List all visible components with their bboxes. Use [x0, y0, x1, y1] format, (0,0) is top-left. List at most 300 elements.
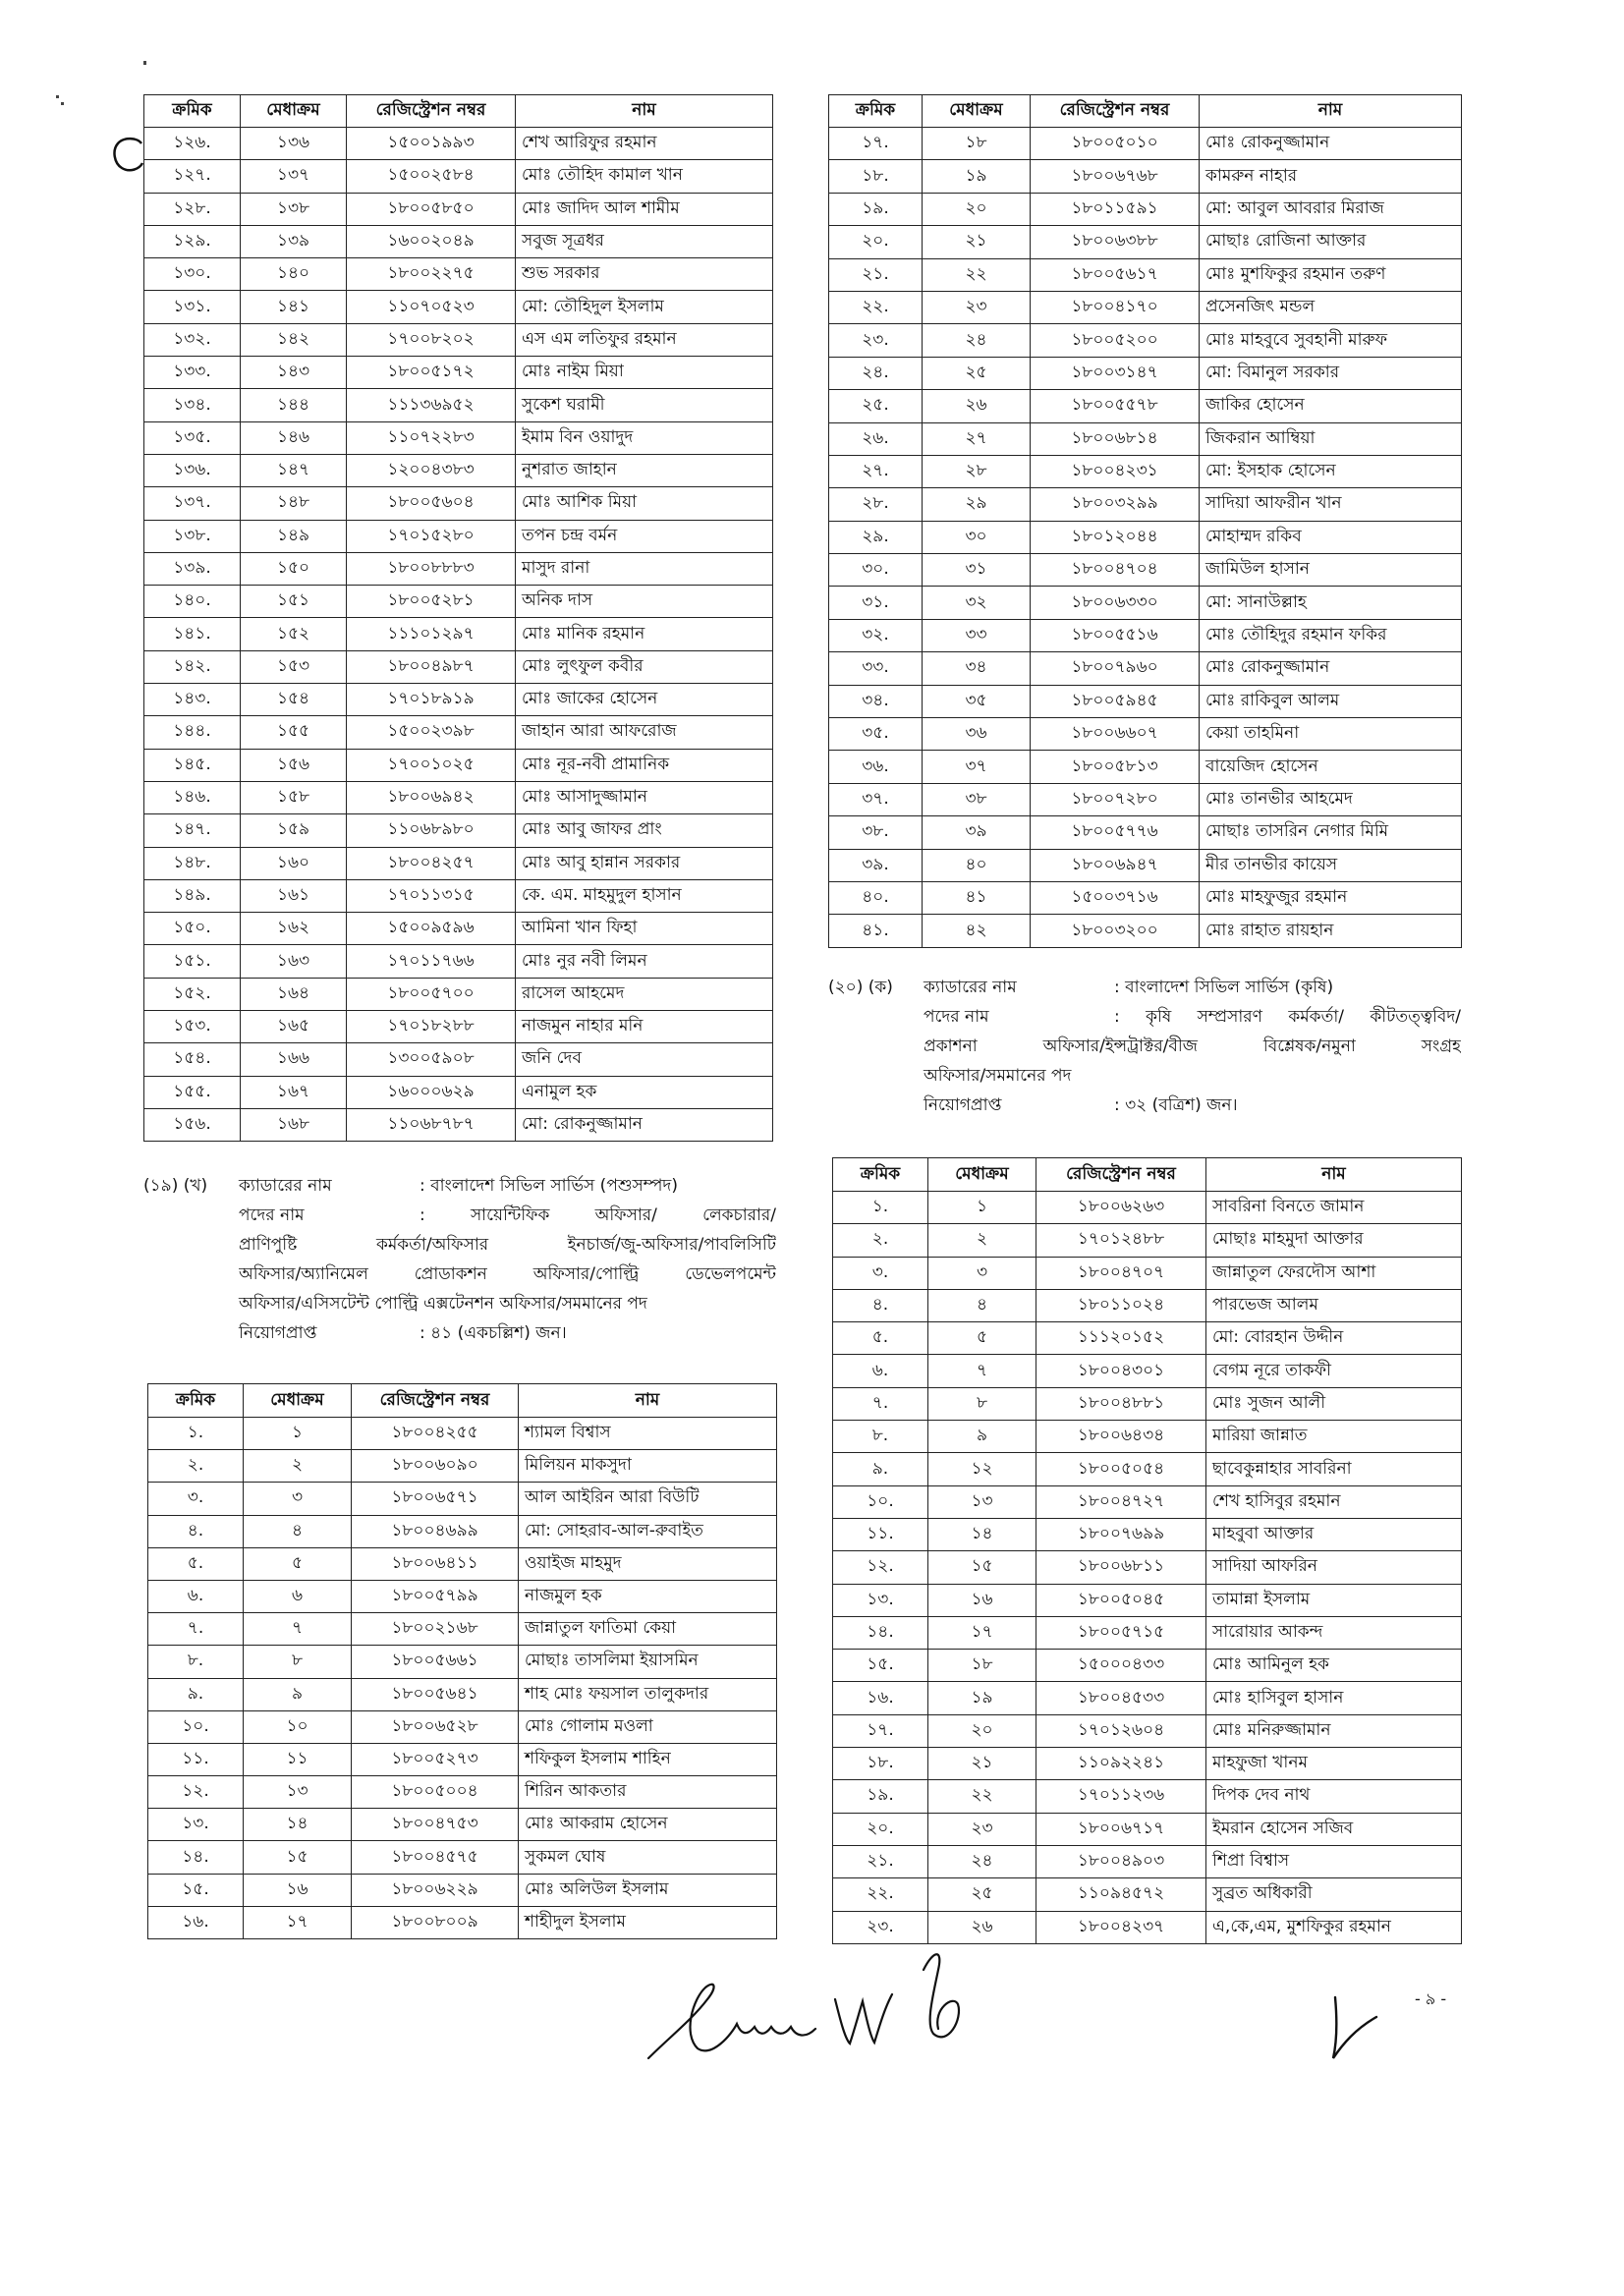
registration-cell: ১৮০০৫২৮১ — [347, 586, 516, 618]
registration-cell: ১৮০০৫৫১৬ — [1031, 619, 1200, 651]
serial-cell: ১১. — [833, 1518, 928, 1550]
name-cell: ইমাম বিন ওয়াদুদ — [516, 421, 773, 454]
section-label: (১৯) (খ) — [143, 1176, 208, 1196]
table-row — [829, 226, 1462, 258]
registration-cell: ১৮০০৬৯৪৭ — [1031, 849, 1200, 881]
name-cell: আল আইরিন আরা বিউটি — [519, 1483, 777, 1515]
registration-cell: ১৮০০৪৫৩৩ — [1036, 1682, 1206, 1714]
name-cell: শফিকুল ইসলাম শাহিন — [519, 1743, 777, 1775]
registration-cell: ১৮০০৬২২৯ — [352, 1874, 519, 1906]
name-cell: কামরুন নাহার — [1200, 160, 1462, 193]
name-cell: মারিয়া জান্নাত — [1206, 1421, 1462, 1453]
serial-cell: ৭. — [833, 1387, 928, 1420]
name-cell: জান্নাতুল ফাতিমা কেয়া — [519, 1613, 777, 1646]
merit-cell: ২ — [244, 1450, 352, 1483]
registration-cell: ১৫০০০৪৩৩ — [1036, 1650, 1206, 1682]
header-registration: রেজিস্ট্রেশন নম্বর — [1031, 95, 1200, 128]
serial-cell: ১৫০. — [144, 913, 241, 945]
header-name: নাম — [519, 1384, 777, 1418]
serial-cell: ২. — [148, 1450, 244, 1483]
merit-cell: ১৫১ — [241, 586, 347, 618]
merit-cell: ১৬৮ — [241, 1108, 347, 1141]
registration-cell: ১৮০০৪৭০৭ — [1036, 1257, 1206, 1289]
table-row — [144, 650, 773, 683]
table-row — [148, 1809, 777, 1841]
registration-cell: ১৫০০২৫৮৪ — [347, 160, 516, 193]
name-cell: ইমরান হোসেন সজিব — [1206, 1813, 1462, 1845]
merit-cell: ৯ — [244, 1678, 352, 1710]
serial-cell: ১৮. — [833, 1748, 928, 1780]
registration-cell: ১৫০০৩৭১৬ — [1031, 881, 1200, 914]
registration-cell: ১৮০০৫২০০ — [1031, 324, 1200, 357]
registration-cell: ১৮০০৩১৪৭ — [1031, 357, 1200, 389]
registration-cell: ১৮০০৬৭১৭ — [1036, 1813, 1206, 1845]
registration-cell: ১১১৩৬৯৫২ — [347, 389, 516, 421]
table-row — [144, 357, 773, 389]
cadre-value: : বাংলাদেশ সিভিল সার্ভিস (পশুসম্পদ) — [420, 1176, 678, 1196]
registration-cell: ১৮০০৩২৯৯ — [1031, 488, 1200, 521]
merit-cell: ২০ — [923, 193, 1031, 225]
post-value-line: অফিসার/এসিসটেন্ট পোল্ট্রি এক্সটেনশন অফিসার/সমমানের পদ — [239, 1294, 647, 1314]
merit-cell: ১০ — [244, 1710, 352, 1743]
table-row — [148, 1418, 777, 1450]
merit-cell: ১৪৪ — [241, 389, 347, 421]
serial-cell: ১২. — [833, 1551, 928, 1584]
merit-cell: ১৪৬ — [241, 421, 347, 454]
name-cell: মাহবুবা আক্তার — [1206, 1518, 1462, 1550]
name-cell: প্রসেনজিৎ মন্ডল — [1200, 291, 1462, 323]
table-row — [148, 1483, 777, 1515]
serial-cell: ৮. — [148, 1646, 244, 1678]
merit-cell: ১৬৬ — [241, 1043, 347, 1076]
registration-cell: ১৮০১১০২৪ — [1036, 1289, 1206, 1321]
merit-cell: ৩ — [244, 1483, 352, 1515]
signature — [639, 1940, 1012, 2088]
merit-cell: ২৫ — [928, 1878, 1036, 1911]
table-row — [829, 390, 1462, 422]
registration-cell: ১৮০০৬৫৭১ — [352, 1483, 519, 1515]
table-row — [829, 291, 1462, 323]
serial-cell: ২৩. — [829, 324, 923, 357]
serial-cell: ১৩৬. — [144, 454, 241, 486]
serial-cell: ১৩. — [833, 1584, 928, 1616]
name-cell: মো: বোরহান উদ্দীন — [1206, 1322, 1462, 1355]
serial-cell: ৩০. — [829, 554, 923, 587]
table-row — [148, 1776, 777, 1809]
name-cell: সুব্রত অধিকারী — [1206, 1878, 1462, 1911]
merit-cell: ১৯ — [928, 1682, 1036, 1714]
table-row — [148, 1646, 777, 1678]
merit-cell: ১৬৫ — [241, 1011, 347, 1043]
serial-cell: ১৯. — [829, 193, 923, 225]
table-row — [148, 1580, 777, 1612]
merit-cell: ১৪৮ — [241, 487, 347, 520]
merit-cell: ২৩ — [923, 291, 1031, 323]
table-row — [144, 814, 773, 847]
table-row — [144, 421, 773, 454]
serial-cell: ২১. — [833, 1845, 928, 1877]
serial-cell: ৬. — [148, 1580, 244, 1612]
table-row — [829, 915, 1462, 947]
registration-cell: ১১০৯৪৫৭২ — [1036, 1878, 1206, 1911]
table-row — [148, 1874, 777, 1906]
name-cell: কেয়া তাহমিনা — [1200, 718, 1462, 751]
merit-cell: ১৪৩ — [241, 357, 347, 389]
registration-cell: ১৮০০৪৩০১ — [1036, 1355, 1206, 1387]
registration-cell: ১৮০০৪২৩৭ — [1036, 1911, 1206, 1943]
table-row — [829, 193, 1462, 225]
registration-cell: ১১০৭০৫২৩ — [347, 291, 516, 323]
registration-cell: ১৮০০৬৪৩৪ — [1036, 1421, 1206, 1453]
recommended-value: : ৪১ (একচল্লিশ) জন। — [420, 1323, 567, 1343]
serial-cell: ১৩৪. — [144, 389, 241, 421]
registration-cell: ১৮০০৫০১০ — [1031, 128, 1200, 160]
serial-cell: ৩৮. — [829, 816, 923, 849]
merit-table-top-left — [143, 94, 773, 1142]
registration-cell: ১৮০০৫০০৪ — [352, 1776, 519, 1809]
table-row — [833, 1911, 1462, 1943]
serial-cell: ৩. — [833, 1257, 928, 1289]
name-cell: মোছাঃ তাসলিমা ইয়াসমিন — [519, 1646, 777, 1678]
serial-cell: ১. — [833, 1192, 928, 1224]
table-row — [829, 324, 1462, 357]
serial-cell: ১. — [148, 1418, 244, 1450]
name-cell: শ্যামল বিশ্বাস — [519, 1418, 777, 1450]
registration-cell: ১৮০১২০৪৪ — [1031, 521, 1200, 553]
serial-cell: ১২. — [148, 1776, 244, 1809]
name-cell: মোঃ জাকের হোসেন — [516, 684, 773, 716]
registration-cell: ১৮০০৮০০৯ — [352, 1906, 519, 1938]
serial-cell: ৯. — [833, 1453, 928, 1485]
table-row — [148, 1547, 777, 1580]
registration-cell: ১৭০০৮২০২ — [347, 323, 516, 356]
serial-cell: ১৫১. — [144, 945, 241, 978]
registration-cell: ১৮০০৬৩৩০ — [1031, 587, 1200, 619]
registration-cell: ১৮০০৪৭৫৩ — [352, 1809, 519, 1841]
table-row — [833, 1322, 1462, 1355]
post-value-line: প্রাণিপুষ্টি কর্মকর্তা/অফিসার ইনচার্জ/জু-অফিসার/পাবলিসিটি — [239, 1235, 776, 1255]
name-cell: মোঃ রোকনুজ্জামান — [1200, 652, 1462, 685]
table-row — [144, 716, 773, 749]
merit-cell: ১৬২ — [241, 913, 347, 945]
merit-cell: ১৭ — [244, 1906, 352, 1938]
registration-cell: ১৮০০৫৬৬১ — [352, 1646, 519, 1678]
merit-cell: ১৫০ — [241, 552, 347, 585]
table-row — [829, 751, 1462, 783]
table-row — [144, 389, 773, 421]
registration-cell: ১৮০০৩২০০ — [1031, 915, 1200, 947]
serial-cell: ১৫. — [833, 1650, 928, 1682]
merit-cell: ১৫৩ — [241, 650, 347, 683]
serial-cell: ১১. — [148, 1743, 244, 1775]
registration-cell: ১৮০০৫০৪৫ — [1036, 1584, 1206, 1616]
serial-cell: ১৪৩. — [144, 684, 241, 716]
table-row — [833, 1224, 1462, 1257]
registration-cell: ১৮০০৫৯৪৫ — [1031, 685, 1200, 717]
registration-cell: ১১০৬৮৭৮৭ — [347, 1108, 516, 1141]
serial-cell: ১৭. — [833, 1714, 928, 1747]
merit-cell: ৪ — [244, 1515, 352, 1547]
serial-cell: ১৬. — [148, 1906, 244, 1938]
header-serial: ক্রমিক — [144, 95, 241, 128]
serial-cell: ১৩০. — [144, 258, 241, 291]
merit-cell: ৪২ — [923, 915, 1031, 947]
name-cell: আমিনা খান ফিহা — [516, 913, 773, 945]
merit-cell: ৫ — [244, 1547, 352, 1580]
serial-cell: ১৫. — [148, 1874, 244, 1906]
table-row — [833, 1289, 1462, 1321]
serial-cell: ৮. — [833, 1421, 928, 1453]
name-cell: মোঃ আসাদুজ্জামান — [516, 781, 773, 813]
merit-cell: ৩১ — [923, 554, 1031, 587]
merit-cell: ২৪ — [923, 324, 1031, 357]
table-row — [148, 1678, 777, 1710]
scan-mark — [56, 95, 59, 98]
registration-cell: ১৭০১৫২৮০ — [347, 520, 516, 552]
registration-cell: ১১১০১২৯৭ — [347, 618, 516, 650]
name-cell: মো: সোহরাব-আল-রুবাইত — [519, 1515, 777, 1547]
merit-cell: ৯ — [928, 1421, 1036, 1453]
header-serial: ক্রমিক — [148, 1384, 244, 1418]
serial-cell: ১৩৩. — [144, 357, 241, 389]
name-cell: জাহান আরা আফরোজ — [516, 716, 773, 749]
post-value-line: অফিসার/অ্যানিমেল প্রোডাকশন অফিসার/পোল্ট্রি ডেভেলপমেন্ট — [239, 1264, 776, 1284]
post-label: পদের নাম — [239, 1205, 305, 1225]
serial-cell: ১০. — [833, 1485, 928, 1518]
name-cell: মোঃ রোকনুজ্জামান — [1200, 128, 1462, 160]
section-label: (২০) (ক) — [828, 978, 893, 997]
merit-cell: ১৮ — [928, 1650, 1036, 1682]
merit-cell: ১৬ — [928, 1584, 1036, 1616]
table-row — [144, 258, 773, 291]
name-cell: শেখ হাসিবুর রহমান — [1206, 1485, 1462, 1518]
serial-cell: ১৪৭. — [144, 814, 241, 847]
serial-cell: ১৫৫. — [144, 1076, 241, 1108]
registration-cell: ১৮০০৫৭১৫ — [1036, 1616, 1206, 1649]
registration-cell: ১৫০০১৯৯৩ — [347, 128, 516, 160]
header-serial: ক্রমিক — [829, 95, 923, 128]
merit-cell: ৫ — [928, 1322, 1036, 1355]
registration-cell: ১৮০০৫৭৯৯ — [352, 1580, 519, 1612]
table-row — [833, 1355, 1462, 1387]
table-row — [144, 1011, 773, 1043]
table-row — [833, 1518, 1462, 1550]
merit-cell: ১৩৮ — [241, 193, 347, 225]
header-merit: মেধাক্রম — [928, 1158, 1036, 1192]
merit-cell: ১৬০ — [241, 847, 347, 879]
header-registration: রেজিস্ট্রেশন নম্বর — [347, 95, 516, 128]
name-cell: মোঃ আবু জাফর প্রাং — [516, 814, 773, 847]
name-cell: মোঃ রাকিবুল আলম — [1200, 685, 1462, 717]
name-cell: মোছাঃ মাহমুদা আক্তার — [1206, 1224, 1462, 1257]
merit-cell: ২৭ — [923, 422, 1031, 455]
table-row — [144, 128, 773, 160]
merit-cell: ৩৬ — [923, 718, 1031, 751]
name-cell: জামিউল হাসান — [1200, 554, 1462, 587]
serial-cell: ২৯. — [829, 521, 923, 553]
merit-cell: ২৮ — [923, 455, 1031, 487]
post-value-line: প্রকাশনা অফিসার/ইন্সট্রাক্টর/বীজ বিশ্লেষক/নমুনা সংগ্রহ — [924, 1036, 1461, 1056]
table-row — [829, 881, 1462, 914]
name-cell: মোঃ মাহফুজুর রহমান — [1200, 881, 1462, 914]
serial-cell: ৪১. — [829, 915, 923, 947]
name-cell: নাজমুল হক — [519, 1580, 777, 1612]
name-cell: নাজমুন নাহার মনি — [516, 1011, 773, 1043]
table-row — [144, 684, 773, 716]
registration-cell: ১৮০১১৫৯১ — [1031, 193, 1200, 225]
name-cell: সাদিয়া আফরিন — [1206, 1551, 1462, 1584]
table-row — [829, 258, 1462, 291]
scan-mark — [61, 102, 64, 105]
merit-cell: ১৩৯ — [241, 225, 347, 257]
serial-cell: ১৮. — [829, 160, 923, 193]
name-cell: মোঃ মুশফিকুর রহমান তরুণ — [1200, 258, 1462, 291]
table-row — [144, 323, 773, 356]
table-row — [829, 619, 1462, 651]
table-row — [144, 552, 773, 585]
table-row — [144, 1076, 773, 1108]
serial-cell: ১২৭. — [144, 160, 241, 193]
name-cell: মো: রোকনুজ্জামান — [516, 1108, 773, 1141]
serial-cell: ১৪১. — [144, 618, 241, 650]
serial-cell: ২০. — [833, 1813, 928, 1845]
registration-cell: ১৮০০২১৬৮ — [352, 1613, 519, 1646]
table-row — [144, 781, 773, 813]
name-cell: মো: বিমানুল সরকার — [1200, 357, 1462, 389]
table-row — [829, 652, 1462, 685]
registration-cell: ১৭০০১০২৫ — [347, 749, 516, 781]
name-cell: রাসেল আহমেদ — [516, 978, 773, 1010]
table-row — [144, 586, 773, 618]
table-row — [148, 1515, 777, 1547]
registration-cell: ১৮০০৬৫২৮ — [352, 1710, 519, 1743]
header-serial: ক্রমিক — [833, 1158, 928, 1192]
registration-cell: ১৮০০৫৬১৭ — [1031, 258, 1200, 291]
serial-cell: ১৭. — [829, 128, 923, 160]
registration-cell: ১৮০০৪৯০৩ — [1036, 1845, 1206, 1877]
merit-cell: ১৬১ — [241, 879, 347, 912]
name-cell: মোঃ রাহাত রায়হান — [1200, 915, 1462, 947]
registration-cell: ১৭০১২৪৮৮ — [1036, 1224, 1206, 1257]
name-cell: তপন চন্দ্র বর্মন — [516, 520, 773, 552]
merit-cell: ৮ — [928, 1387, 1036, 1420]
registration-cell: ১৮০০৬৩৮৮ — [1031, 226, 1200, 258]
table-row — [829, 488, 1462, 521]
table-row — [148, 1710, 777, 1743]
serial-cell: ৫. — [148, 1547, 244, 1580]
registration-cell: ১৮০০৮৮৮৩ — [347, 552, 516, 585]
name-cell: মোছাঃ রোজিনা আক্তার — [1200, 226, 1462, 258]
merit-cell: ৩০ — [923, 521, 1031, 553]
name-cell: শাহীদুল ইসলাম — [519, 1906, 777, 1938]
name-cell: মো: আবুল আবরার মিরাজ — [1200, 193, 1462, 225]
name-cell: কে. এম. মাহমুদুল হাসান — [516, 879, 773, 912]
table-row — [833, 1650, 1462, 1682]
table-row — [829, 455, 1462, 487]
merit-cell: ২১ — [928, 1748, 1036, 1780]
serial-cell: ১৪. — [833, 1616, 928, 1649]
header-merit: মেধাক্রম — [241, 95, 347, 128]
registration-cell: ১৮০০৭৬৯৯ — [1036, 1518, 1206, 1550]
registration-cell: ১৮০০৫৫৭৮ — [1031, 390, 1200, 422]
table-row — [144, 225, 773, 257]
merit-cell: ২২ — [928, 1780, 1036, 1813]
name-cell: মো: সানাউল্লাহ — [1200, 587, 1462, 619]
name-cell: মোঃ অলিউল ইসলাম — [519, 1874, 777, 1906]
merit-cell: ১ — [928, 1192, 1036, 1224]
name-cell: জাকির হোসেন — [1200, 390, 1462, 422]
merit-cell: ২০ — [928, 1714, 1036, 1747]
merit-cell: ১৫৬ — [241, 749, 347, 781]
serial-cell: ৩৫. — [829, 718, 923, 751]
cadre-label: ক্যাডারের নাম — [924, 978, 1017, 997]
table-row — [148, 1906, 777, 1938]
registration-cell: ১৮০০৬৯৪২ — [347, 781, 516, 813]
serial-cell: ৪০. — [829, 881, 923, 914]
merit-cell: ২৬ — [928, 1911, 1036, 1943]
table-row — [829, 816, 1462, 849]
registration-cell: ১৮০০৭৯৬০ — [1031, 652, 1200, 685]
registration-cell: ১৩০০৫৯০৮ — [347, 1043, 516, 1076]
merit-cell: ১৮ — [923, 128, 1031, 160]
registration-cell: ১৮০০২২৭৫ — [347, 258, 516, 291]
merit-cell: ১৩ — [928, 1485, 1036, 1518]
merit-cell: ২৫ — [923, 357, 1031, 389]
serial-cell: ২৭. — [829, 455, 923, 487]
merit-cell: ১ — [244, 1418, 352, 1450]
merit-cell: ১৫ — [244, 1841, 352, 1874]
serial-cell: ২৪. — [829, 357, 923, 389]
post-value-line: : সায়েন্টিফিক অফিসার/ লেকচারার/ — [420, 1205, 776, 1225]
name-cell: নুশরাত জাহান — [516, 454, 773, 486]
serial-cell: ১৫২. — [144, 978, 241, 1010]
name-cell: জিকরান আম্বিয়া — [1200, 422, 1462, 455]
serial-cell: ১৫৬. — [144, 1108, 241, 1141]
serial-cell: ৩৪. — [829, 685, 923, 717]
section-19-description — [143, 1171, 776, 1348]
merit-cell: ৩৫ — [923, 685, 1031, 717]
name-cell: দিপক দেব নাথ — [1206, 1780, 1462, 1813]
merit-cell: ১৪ — [244, 1809, 352, 1841]
merit-cell: ১৪২ — [241, 323, 347, 356]
name-cell: মোঃ লুৎফুল কবীর — [516, 650, 773, 683]
table-row — [148, 1613, 777, 1646]
registration-cell: ১৭০১৮৯১৯ — [347, 684, 516, 716]
name-cell: মীর তানভীর কায়েস — [1200, 849, 1462, 881]
merit-cell: ১৬৭ — [241, 1076, 347, 1108]
name-cell: মোঃ মনিরুজ্জামান — [1206, 1714, 1462, 1747]
registration-cell: ১৭০১৮২৮৮ — [347, 1011, 516, 1043]
registration-cell: ১৮০০৬৭৬৮ — [1031, 160, 1200, 193]
table-row — [833, 1584, 1462, 1616]
name-cell: অনিক দাস — [516, 586, 773, 618]
registration-cell: ১৮০০৪২৩১ — [1031, 455, 1200, 487]
registration-cell: ১৮০০৫১৭২ — [347, 357, 516, 389]
name-cell: মোঃ নূর-নবী প্রামানিক — [516, 749, 773, 781]
name-cell: মিলিয়ন মাকসুদা — [519, 1450, 777, 1483]
table-row — [833, 1551, 1462, 1584]
merit-cell: ৭ — [244, 1613, 352, 1646]
merit-cell: ১৩৬ — [241, 128, 347, 160]
serial-cell: ১৪. — [148, 1841, 244, 1874]
table-row — [829, 554, 1462, 587]
name-cell: মোঃ তৌহিদ কামাল খান — [516, 160, 773, 193]
name-cell: সাদিয়া আফরীন খান — [1200, 488, 1462, 521]
table-row — [144, 1043, 773, 1076]
table-row — [829, 521, 1462, 553]
serial-cell: ৪. — [148, 1515, 244, 1547]
table-row — [144, 978, 773, 1010]
